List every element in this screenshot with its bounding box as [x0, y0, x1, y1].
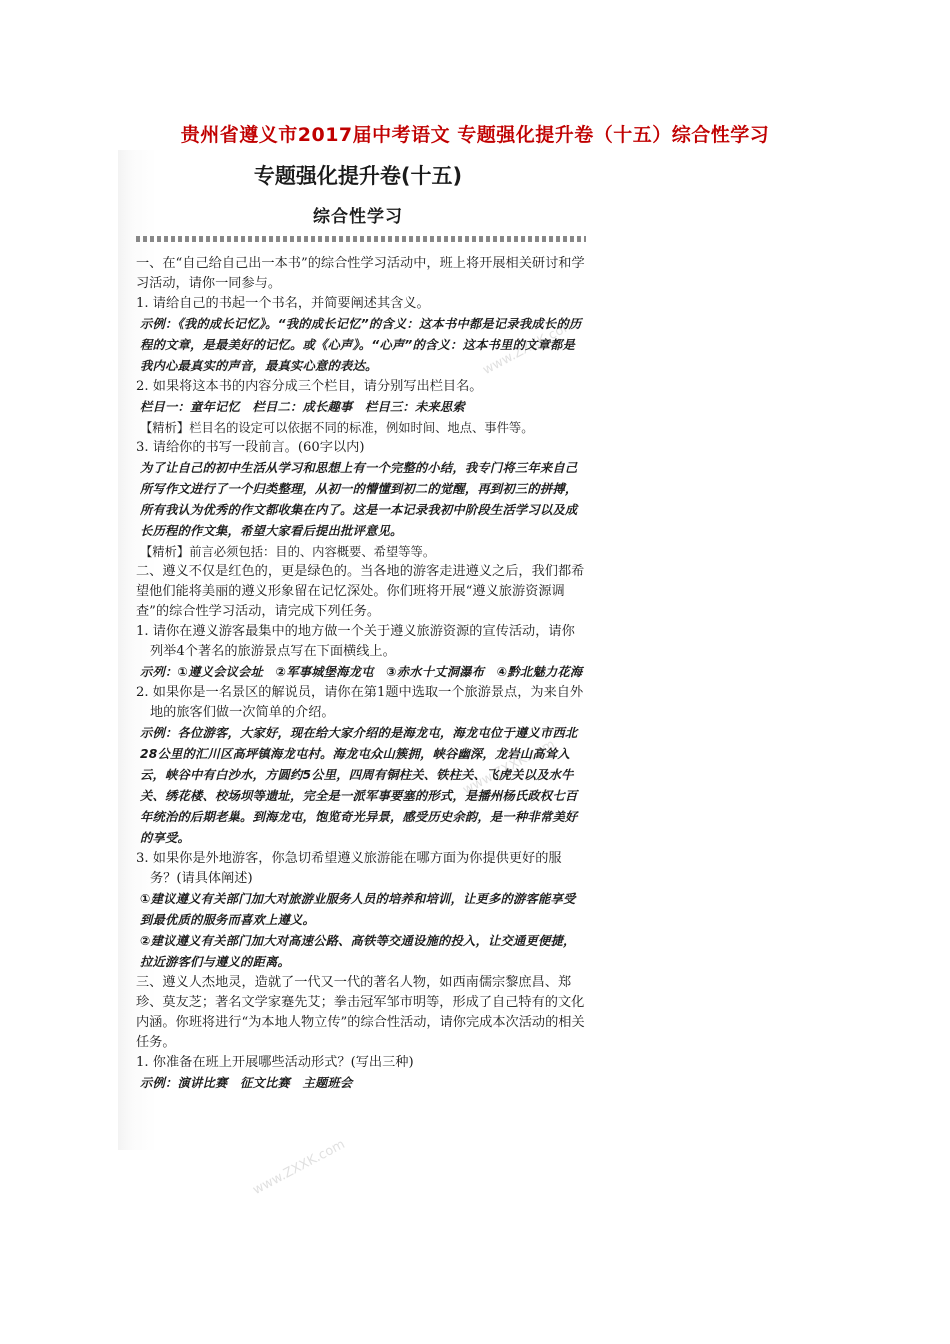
exam-title: 专题强化提升卷(十五) — [253, 164, 463, 188]
answer: 示列：①遵义会议会址 ②军事城堡海龙屯 ③赤水十丈洞瀑布 ④黔北魅力花海 — [140, 665, 583, 679]
answer: 为了让自己的初中生活从学习和思想上有一个完整的小结，我专门将三年来自己所写作文进行了一个归类整理，从初一的懵懂到初二的觉醒，再到初三的拼搏，所有我认为优秀的作文都收集在内了。这是一本记录我初中阶段生活学习以及成长历程的作文集，希望大家看后提出批评意见。 — [140, 461, 578, 538]
question: 2. 如果将这本书的内容分成三个栏目，请分别写出栏目名。 — [136, 379, 483, 394]
question: 1. 请给自己的书起一个书名，并简要阐述其含义。 — [136, 296, 430, 311]
question: 2. 如果你是一名景区的解说员，请你在第1题中选取一个旅游景点，为来自外地的旅客们做一次简单的介绍。 — [136, 685, 584, 720]
question: 1. 你准备在班上开展哪些活动形式？(写出三种) — [136, 1055, 414, 1070]
section-paragraph: 三、遵义人杰地灵，造就了一代又一代的著名人物，如西南儒宗黎庶昌、郑珍、莫友芝；著名文学家蹇先艾；拳击冠军邹市明等，形成了自己特有的文化内涵。你班将进行“为本地人物立传”的综合性活动，请你完成本次活动的相关任务。 — [136, 975, 585, 1050]
answer: 示例：各位游客，大家好，现在给大家介绍的是海龙屯，海龙屯位于遵义市西北28公里的汇川区高坪镇海龙屯村。海龙屯众山簇拥，峡谷幽深，龙岩山高耸入云，峡谷中有白沙水，方圆约5公里，四周有铜柱关、铁柱关、飞虎关以及水牛关、绣花楼、校场坝等遗址，完全是一派军事要塞的形式，是播州杨氏政权七百年统治的后期老巢。到海龙屯，饱览奇光异景，感受历史余韵，是一种非常美好的享受。 — [140, 726, 578, 845]
document-title: 贵州省遵义市2017届中考语文 专题强化提升卷（十五）综合性学习 — [180, 124, 770, 146]
answer: 栏目一：童年记忆 栏目二：成长趣事 栏目三：未来思索 — [140, 400, 465, 414]
question: 3. 如果你是外地游客，你急切希望遵义旅游能在哪方面为你提供更好的服务？(请具体阐述) — [136, 851, 562, 886]
question: 3. 请给你的书写一段前言。(60字以内) — [136, 440, 365, 455]
watermark: www.ZXXK.com — [480, 316, 578, 379]
scanned-page — [118, 150, 598, 1199]
answer: 示例：《我的成长记忆》。“我的成长记忆”的含义：这本书中都是记录我成长的历程的文章，是最美好的记忆。或《心声》。“心声”的含义：这本书里的文章都是我内心最真实的声音，最真实心意的表达。 — [140, 317, 582, 373]
exam-subtitle: 综合性学习 — [313, 207, 403, 227]
question: 1. 请你在遵义游客最集中的地方做一个关于遵义旅游资源的宣传活动，请你列举4个著名的旅游景点写在下面横线上。 — [136, 624, 575, 659]
answer: ①建议遵义有关部门加大对旅游业服务人员的培养和培训，让更多的游客能享受到最优质的服务而喜欢上遵义。 — [140, 892, 576, 927]
watermark: www.ZXXK.com — [250, 1136, 348, 1199]
analysis-note: 【精析】栏目名的设定可以依据不同的标准，例如时间、地点、事件等。 — [140, 421, 534, 435]
watermark: www.ZXXK.com — [460, 736, 558, 799]
answer: ②建议遵义有关部门加大对高速公路、高铁等交通设施的投入，让交通更便捷，拉近游客们与遵义的距离。 — [140, 934, 576, 969]
analysis-note: 【精析】前言必须包括：目的、内容概要、希望等等。 — [140, 545, 436, 559]
section-paragraph: 二、遵义不仅是红色的，更是绿色的。当各地的游客走进遵义之后，我们都希望他们能将美丽的遵义形象留在记忆深处。你们班将开展“遵义旅游资源调查”的综合性学习活动，请完成下列任务。 — [136, 564, 585, 619]
answer: 示例：演讲比赛 征文比赛 主题班会 — [140, 1076, 353, 1090]
section-paragraph: 一、在“自己给自己出一本书”的综合性学习活动中，班上将开展相关研讨和学习活动，请你一同参与。 — [136, 256, 585, 291]
decorative-divider — [136, 236, 586, 242]
exam-body — [136, 254, 586, 1094]
